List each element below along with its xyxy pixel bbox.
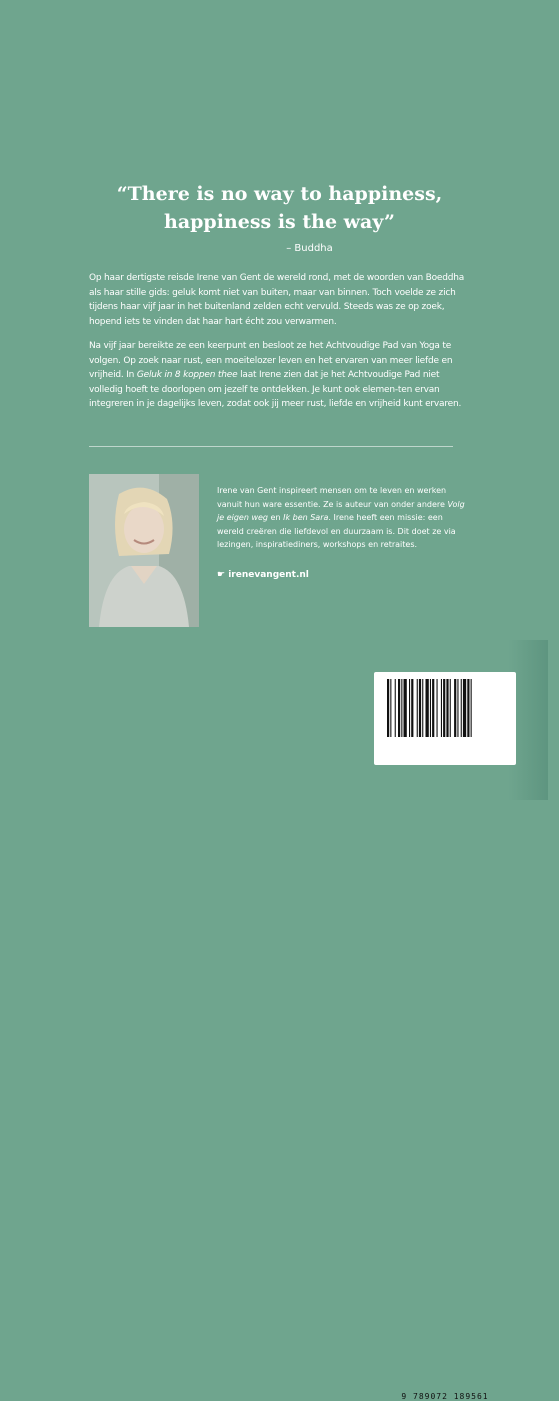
quote-line-2: happiness is the way” xyxy=(164,211,395,233)
paragraph-1: Op haar dertigste reisde Irene van Gent de wereld rond, met de woorden van Boeddha als haar stille gids: geluk komt niet van buiten, maar van binnen. Toch voelde ze zich tijdens haar vijf jaar in het buitenland zelden echt vervuld. Steeds was ze op zoek, hopend iets te vinden dat haar hart écht zou verwarmen. xyxy=(89,273,465,327)
paragraph-2-part-2: laat Irene zien dat je het Achtvoudige Pad niet volledig hoeft te doorlopen om jezelf te ontdekken. Je kunt ook elemen-ten ervan integreren in je dagelijks leven, zodat ook jij meer rust, liefde en vrijheid kunt ervaren. xyxy=(89,370,462,409)
bio-book-2: Ik ben Sara xyxy=(283,513,329,522)
paragraph-2 xyxy=(89,339,467,412)
quote-line-1: “There is no way to happiness, xyxy=(116,183,443,205)
bio-part-1: Irene van Gent inspireert mensen om te leven en werken vanuit hun ware essentie. Ze is auteur van onder andere xyxy=(217,486,448,509)
website-link[interactable] xyxy=(217,570,309,580)
book-title: Geluk in 8 koppen thee xyxy=(136,370,238,380)
bio-book-1: Volg je eigen weg xyxy=(217,499,465,522)
website-label: irenevangent.nl xyxy=(228,570,309,580)
quote xyxy=(0,180,559,236)
bio-and: en xyxy=(268,513,284,522)
barcode-bars-icon xyxy=(381,679,509,739)
author-photo xyxy=(89,474,199,627)
pointing-hand-icon: ☛ xyxy=(217,570,226,580)
paragraph-2-part-1: Na vijf jaar bereikte ze een keerpunt en besloot ze het Achtvoudige Pad van Yoga te volgen. Op zoek naar rust, een moeitelozer leven en het ervaren van meer liefde en vrijheid. In xyxy=(89,341,453,380)
isbn-number: 9 789072 189561 xyxy=(401,1392,489,1401)
author-bio xyxy=(217,484,467,552)
divider xyxy=(89,446,453,447)
quote-attribution: – Buddha xyxy=(286,243,333,254)
bio-part-2: . Irene heeft een missie: een wereld creëren die liefdevol en duurzaam is. Dit doet ze via lezingen, inspiratiediners, workshops en retraites. xyxy=(217,513,456,549)
barcode xyxy=(374,672,516,1401)
author-portrait-illustration xyxy=(89,474,199,627)
